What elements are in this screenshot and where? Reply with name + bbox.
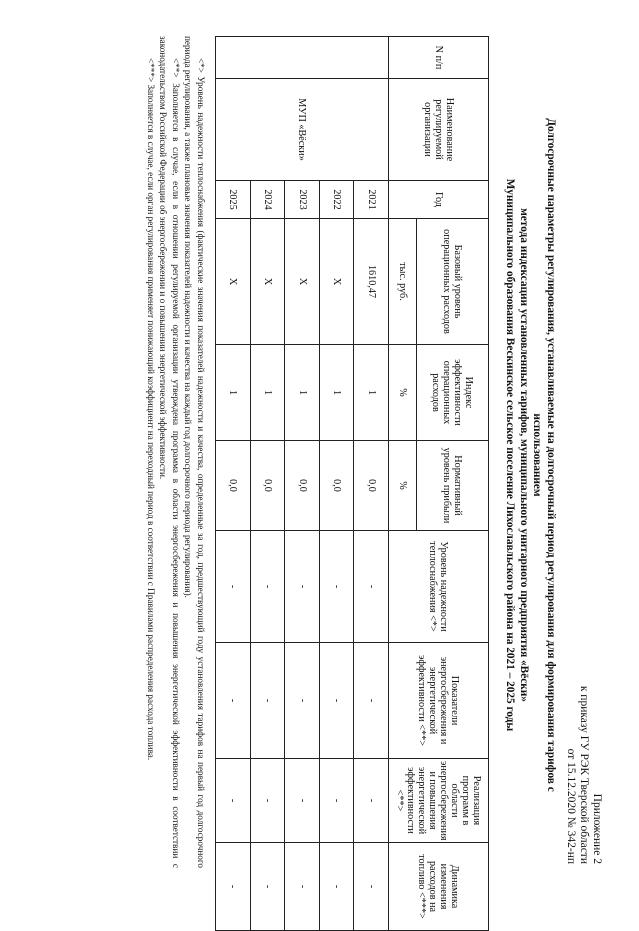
cell-reliability: - bbox=[319, 531, 354, 643]
cell-index: 1 bbox=[250, 345, 285, 441]
cell-energy: - bbox=[319, 643, 354, 759]
cell-base: Х bbox=[285, 219, 320, 345]
cell-year: 2021 bbox=[354, 181, 389, 219]
cell-energy: - bbox=[285, 643, 320, 759]
title-line-2: метода индексации установленных тарифов, муниципального унитарного предприятия «Вёски» bbox=[518, 208, 530, 702]
cell-base: 1610,47 bbox=[354, 219, 389, 345]
footnote-1: <*> Уровень надежности теплоснабжения (фактические значения показателей надежности и качества, определенные за год, предшествующий году установления тарифов на первый год долгосрочного периода регулирования, а также плановые значения показателей надежности и качества на каждый год долгосрочного периода регулирования). bbox=[183, 36, 206, 868]
cell-year: 2024 bbox=[250, 181, 285, 219]
cell-programs: - bbox=[319, 759, 354, 843]
cell-index: 1 bbox=[285, 345, 320, 441]
document-title bbox=[503, 90, 557, 820]
header-num: N п/п bbox=[389, 37, 489, 79]
unit-base: тыс. руб. bbox=[389, 219, 417, 345]
cell-index: 1 bbox=[354, 345, 389, 441]
cell-fuel: - bbox=[285, 843, 320, 931]
cell-reliability: - bbox=[250, 531, 285, 643]
header-index: Индекс эффективности операционных расходов bbox=[417, 345, 489, 441]
cell-programs: - bbox=[216, 759, 251, 843]
cell-year: 2025 bbox=[216, 181, 251, 219]
header-base: Базовый уровень операционных расходов bbox=[417, 219, 489, 345]
cell-fuel: - bbox=[216, 843, 251, 931]
footnote-2: <**> Заполняется в случае, если в отношении регулируемой организации утверждена программа в области энергосбережения и повышения энергетической эффективности в соответствии с законодательством Российской Федерации об энергосбережении и о повышении энергетической эффективности. bbox=[158, 36, 181, 868]
order-reference: к приказу ГУ РЭК Тверской области bbox=[578, 685, 590, 864]
cell-profit: 0,0 bbox=[216, 441, 251, 531]
parameters-table bbox=[215, 36, 489, 931]
cell-fuel: - bbox=[319, 843, 354, 931]
cell-energy: - bbox=[250, 643, 285, 759]
cell-profit: 0,0 bbox=[250, 441, 285, 531]
appendix-reference bbox=[564, 686, 603, 864]
order-date-number: от 15.12.2020 № 342-нп bbox=[565, 748, 577, 864]
cell-programs: - bbox=[354, 759, 389, 843]
cell-energy: - bbox=[354, 643, 389, 759]
cell-profit: 0,0 bbox=[285, 441, 320, 531]
cell-profit: 0,0 bbox=[319, 441, 354, 531]
header-year: Год bbox=[389, 181, 489, 219]
title-line-1: Долгосрочные параметры регулирования, устанавливаемые на долгосрочный период регулирования для формирования тарифов с использованием bbox=[531, 118, 557, 792]
cell-energy: - bbox=[216, 643, 251, 759]
unit-index: % bbox=[389, 345, 417, 441]
header-programs: Реализация программ в области энергосбережения и повышения энергетической эффективности <**> bbox=[389, 759, 489, 843]
cell-profit: 0,0 bbox=[354, 441, 389, 531]
appendix-number: Приложение 2 bbox=[591, 793, 603, 864]
cell-base: Х bbox=[319, 219, 354, 345]
footnote-3: <***> Заполняется в случае, если орган регулирования применяет понижающий коэффициент на переходный период в соответствии с Правилами распределения расхода топлива. bbox=[145, 58, 156, 761]
cell-programs: - bbox=[250, 759, 285, 843]
cell-org: МУП «Вёски» bbox=[216, 79, 389, 181]
cell-num bbox=[216, 37, 389, 79]
cell-base: Х bbox=[216, 219, 251, 345]
header-fuel: Динамика изменения расходов на топливо <***> bbox=[389, 843, 489, 931]
cell-fuel: - bbox=[354, 843, 389, 931]
cell-reliability: - bbox=[216, 531, 251, 643]
unit-profit: % bbox=[389, 441, 417, 531]
cell-fuel: - bbox=[250, 843, 285, 931]
header-profit: Нормативный уровень прибыли bbox=[417, 441, 489, 531]
table-row bbox=[354, 37, 389, 931]
header-reliability: Уровень надежности теплоснабжения <*> bbox=[389, 531, 489, 643]
cell-index: 1 bbox=[319, 345, 354, 441]
cell-reliability: - bbox=[354, 531, 389, 643]
title-line-3: Муниципального образования Вескинское сельское поселение Лихославльского района на 2021 – 2025 годы bbox=[504, 178, 517, 732]
cell-base: Х bbox=[250, 219, 285, 345]
cell-index: 1 bbox=[216, 345, 251, 441]
cell-programs: - bbox=[285, 759, 320, 843]
header-org: Наименование регулируемой организации bbox=[389, 79, 489, 181]
cell-year: 2022 bbox=[319, 181, 354, 219]
footnotes bbox=[144, 36, 207, 868]
cell-year: 2023 bbox=[285, 181, 320, 219]
cell-reliability: - bbox=[285, 531, 320, 643]
header-energy: Показатели энергосбережения и энергетической эффективности <**> bbox=[389, 643, 489, 759]
